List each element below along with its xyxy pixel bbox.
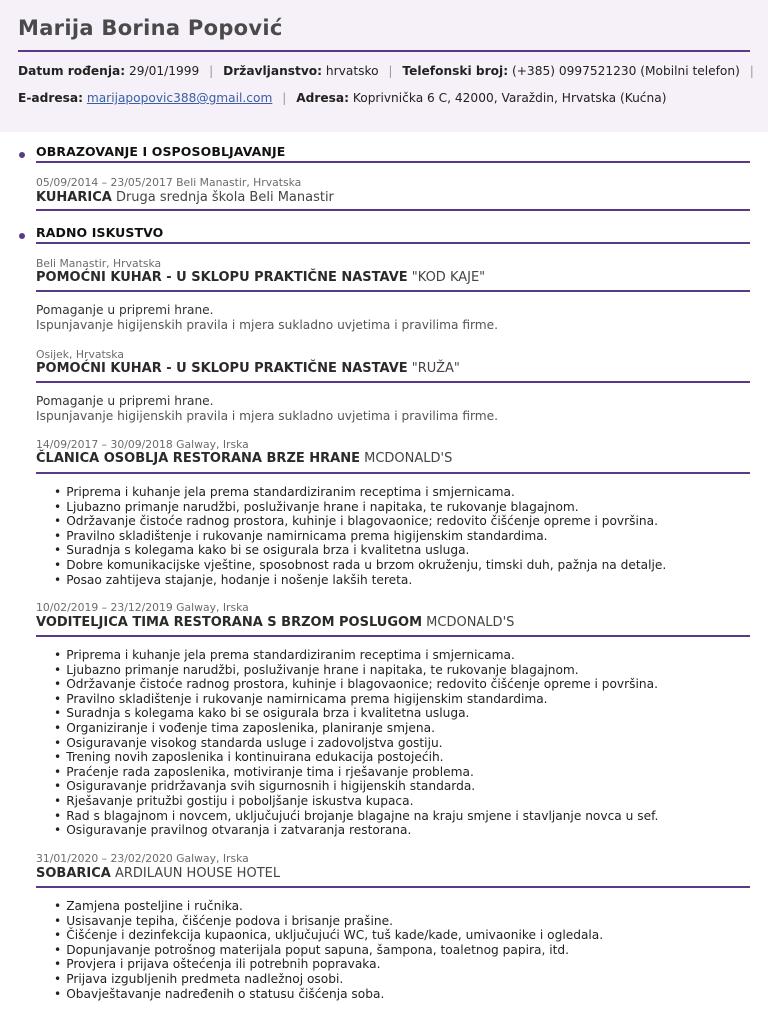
job-meta: 31/01/2020 – 23/02/2020 Galway, Irska bbox=[36, 852, 249, 865]
section-bullet-icon bbox=[19, 152, 25, 158]
entry-divider bbox=[36, 290, 750, 292]
duty-item: • Praćenje rada zaposlenika, motiviranje tima i rješavanje problema. bbox=[54, 765, 658, 780]
job-meta: 10/02/2019 – 23/12/2019 Galway, Irska bbox=[36, 601, 249, 614]
duty-item: • Suradnja s kolegama kako bi se osigurala brza i kvalitetna usluga. bbox=[54, 706, 658, 721]
entry-divider bbox=[36, 635, 750, 637]
duty-item: • Priprema i kuhanje jela prema standardiziranim receptima i smjernicama. bbox=[54, 485, 666, 500]
duty-item: • Pravilno skladištenje i rukovanje namirnicama prema higijenskim standardima. bbox=[54, 692, 658, 707]
job-description-line: Pomaganje u pripremi hrane. bbox=[36, 303, 214, 317]
job-duties-list bbox=[54, 485, 666, 587]
dob-value: 29/01/1999 bbox=[129, 64, 200, 78]
duty-item: • Čišćenje i dezinfekcija kupaonica, uključujući WC, tuš kade/kade, umivaonike i ogledala. bbox=[54, 928, 603, 943]
duty-item: • Ljubazno primanje narudžbi, posluživanje hrane i napitaka, te rukovanje blagajnom. bbox=[54, 500, 666, 515]
duty-item: • Suradnja s kolegama kako bi se osigurala brza i kvalitetna usluga. bbox=[54, 543, 666, 558]
duty-item: • Osiguravanje pridržavanja svih sigurnosnih i higijenskih standarda. bbox=[54, 779, 658, 794]
education-meta: 05/09/2014 – 23/05/2017 Beli Manastir, Hrvatska bbox=[36, 176, 302, 189]
job-org: "KOD KAJE" bbox=[411, 270, 486, 285]
job-role: VODITELJICA TIMA RESTORANA S BRZOM POSLUGOM bbox=[36, 615, 423, 630]
duty-item: • Održavanje čistoće radnog prostora, kuhinje i blagovaonice; redovito čišćenje opreme i površina. bbox=[54, 677, 658, 692]
job-org: MCDONALD'S bbox=[364, 451, 453, 466]
section-bullet-icon bbox=[19, 233, 25, 239]
duty-item: • Osiguravanje pravilnog otvaranja i zatvaranja restorana. bbox=[54, 823, 658, 838]
separator: | bbox=[209, 64, 214, 78]
job-org: ARDILAUN HOUSE HOTEL bbox=[114, 866, 281, 881]
duty-item: • Rad s blagajnom i novcem, uključujući brojanje blagajne na kraju smjene i stavljanje novca u sef. bbox=[54, 809, 658, 824]
duty-item: • Ljubazno primanje narudžbi, posluživanje hrane i napitaka, te rukovanje blagajnom. bbox=[54, 663, 658, 678]
separator: | bbox=[749, 64, 754, 78]
duty-item: • Dopunjavanje potrošnog materijala poput sapuna, šampona, toaletnog papira, itd. bbox=[54, 943, 603, 958]
duty-item: • Trening novih zaposlenika i kontinuirana edukacija postojećih. bbox=[54, 750, 658, 765]
job-meta: Osijek, Hrvatska bbox=[36, 348, 124, 361]
job-org: "RUŽA" bbox=[411, 361, 460, 376]
dob-label: Datum rođenja: bbox=[18, 64, 126, 78]
job-role: POMOĆNI KUHAR - U SKLOPU PRAKTIČNE NASTAVE bbox=[36, 361, 408, 376]
job-role: SOBARICA bbox=[36, 866, 111, 881]
job-duties-list bbox=[54, 648, 658, 838]
cv-header bbox=[0, 0, 768, 132]
entry-divider bbox=[36, 209, 750, 211]
education-org: Druga srednja škola Beli Manastir bbox=[115, 190, 334, 205]
education-role: KUHARICA bbox=[36, 190, 112, 205]
personal-info-row-1 bbox=[18, 64, 760, 78]
job-description-line: Pomaganje u pripremi hrane. bbox=[36, 394, 214, 408]
section-divider bbox=[36, 242, 750, 244]
duty-item: • Organiziranje i vođenje tima zaposlenika, planiranje smjena. bbox=[54, 721, 658, 736]
job-description-line: Ispunjavanje higijenskih pravila i mjera sukladno uvjetima i pravilima firme. bbox=[36, 409, 499, 423]
job-role: POMOĆNI KUHAR - U SKLOPU PRAKTIČNE NASTAVE bbox=[36, 270, 408, 285]
phone-label: Telefonski broj: bbox=[402, 64, 509, 78]
address-label: Adresa: bbox=[296, 91, 349, 105]
header-divider bbox=[18, 50, 750, 52]
phone-value: (+385) 0997521230 (Mobilni telefon) bbox=[511, 64, 740, 78]
education-section-title: OBRAZOVANJE I OSPOSOBLJAVANJE bbox=[36, 144, 286, 159]
duty-item: • Rješavanje pritužbi gostiju i poboljšanje iskustva kupaca. bbox=[54, 794, 658, 809]
entry-divider bbox=[36, 886, 750, 888]
duty-item: • Pravilno skladištenje i rukovanje namirnicama prema higijenskim standardima. bbox=[54, 529, 666, 544]
duty-item: • Priprema i kuhanje jela prema standardiziranim receptima i smjernicama. bbox=[54, 648, 658, 663]
duty-item: • Prijava izgubljenih predmeta nadležnoj osobi. bbox=[54, 972, 603, 987]
job-role: ČLANICA OSOBLJA RESTORANA BRZE HRANE bbox=[36, 451, 360, 466]
address-value: Koprivnička 6 C, 42000, Varaždin, Hrvatska (Kućna) bbox=[352, 91, 667, 105]
duty-item: • Provjera i prijava oštećenja ili potrebnih popravaka. bbox=[54, 957, 603, 972]
email-label: E-adresa: bbox=[18, 91, 83, 105]
duty-item: • Dobre komunikacijske vještine, sposobnost rada u brzom okruženju, timski duh, pažnja na detalje. bbox=[54, 558, 666, 573]
job-title bbox=[36, 615, 514, 630]
personal-info-row-2 bbox=[18, 91, 666, 105]
candidate-name: Marija Borina Popović bbox=[18, 16, 283, 40]
job-description-line: Ispunjavanje higijenskih pravila i mjera sukladno uvjetima i pravilima firme. bbox=[36, 318, 499, 332]
job-title bbox=[36, 866, 280, 881]
separator: | bbox=[282, 91, 287, 105]
separator: | bbox=[388, 64, 393, 78]
entry-divider bbox=[36, 381, 750, 383]
section-divider bbox=[36, 161, 750, 163]
duty-item: • Održavanje čistoće radnog prostora, kuhinje i blagovaonice; redovito čišćenje opreme i površina. bbox=[54, 514, 666, 529]
job-meta: 14/09/2017 – 30/09/2018 Galway, Irska bbox=[36, 438, 249, 451]
job-org: MCDONALD'S bbox=[426, 615, 515, 630]
duty-item: • Posao zahtijeva stajanje, hodanje i nošenje lakših tereta. bbox=[54, 573, 666, 588]
duty-item: • Zamjena posteljine i ručnika. bbox=[54, 899, 603, 914]
job-duties-list bbox=[54, 899, 603, 1001]
duty-item: • Usisavanje tepiha, čišćenje podova i brisanje prašine. bbox=[54, 914, 603, 929]
entry-divider bbox=[36, 472, 750, 474]
email-link[interactable]: marijapopovic388@gmail.com bbox=[86, 91, 273, 105]
job-title bbox=[36, 451, 452, 466]
duty-item: • Osiguravanje visokog standarda usluge i zadovoljstva gostiju. bbox=[54, 736, 658, 751]
nationality-value: hrvatsko bbox=[325, 64, 379, 78]
job-meta: Beli Manastir, Hrvatska bbox=[36, 257, 162, 270]
education-title bbox=[36, 190, 334, 205]
work-section-title: RADNO ISKUSTVO bbox=[36, 225, 164, 240]
job-title bbox=[36, 361, 460, 376]
job-title bbox=[36, 270, 485, 285]
duty-item: • Obavještavanje nadređenih o statusu čišćenja soba. bbox=[54, 987, 603, 1002]
nationality-label: Državljanstvo: bbox=[223, 64, 323, 78]
